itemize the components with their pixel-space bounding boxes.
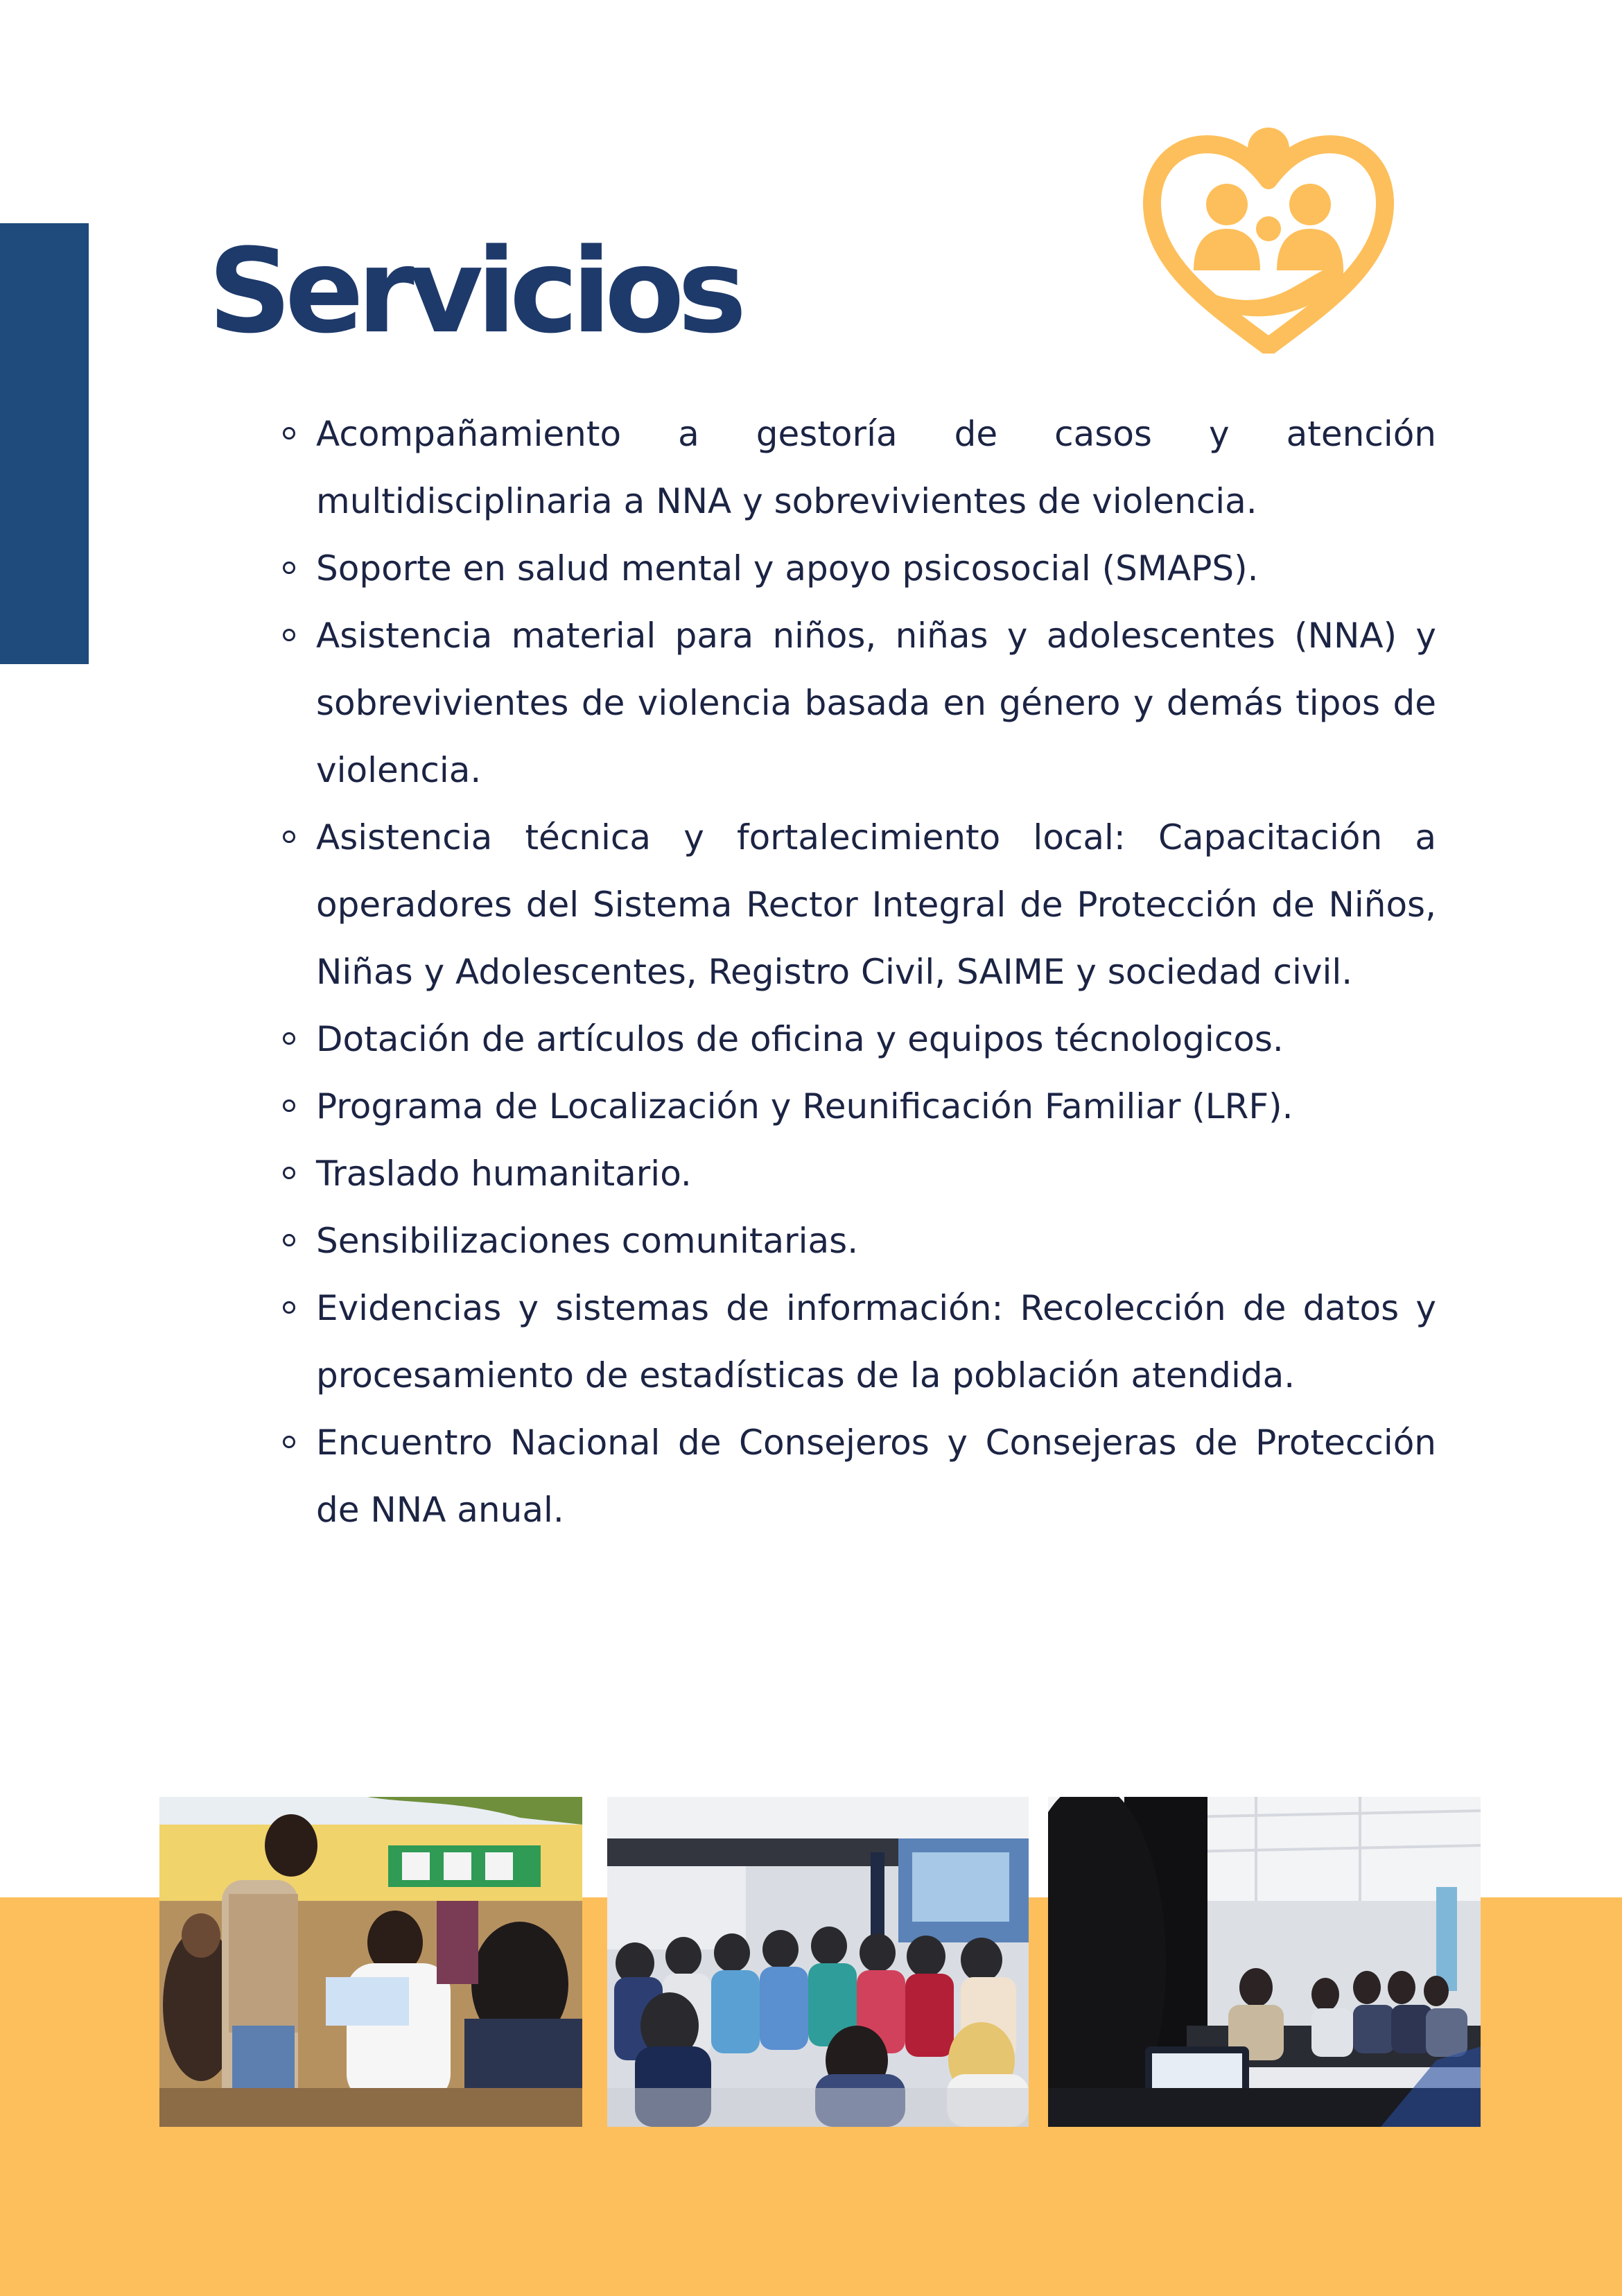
service-text: Evidencias y sistemas de información: Recolección de datos y procesamiento de estadísticas de la población atendida. <box>316 1288 1436 1395</box>
service-item <box>277 1140 1436 1208</box>
office-meeting-photo <box>1048 1797 1481 2127</box>
service-text: Asistencia técnica y fortalecimiento local: Capacitación a operadores del Sistema Rector Integral de Protección de Niños, Niñas y Adolescentes, Registro Civil, SAIME y sociedad civil. <box>316 817 1436 992</box>
circle-bullet-icon <box>283 1436 295 1448</box>
service-text: Acompañamiento a gestoría de casos y atención multidisciplinaria a NNA y sobrevivientes de violencia. <box>316 414 1436 521</box>
service-item <box>277 1006 1436 1073</box>
service-item <box>277 804 1436 1006</box>
service-text: Encuentro Nacional de Consejeros y Consejeras de Protección de NNA anual. <box>316 1423 1436 1530</box>
circle-bullet-icon <box>283 1099 295 1112</box>
service-item <box>277 1073 1436 1140</box>
service-text: Asistencia material para niños, niñas y adolescentes (NNA) y sobrevivientes de violencia basada en género y demás tipos de violencia. <box>316 616 1436 790</box>
services-list <box>277 401 1436 1544</box>
service-item <box>277 401 1436 535</box>
side-accent-bar <box>0 223 89 664</box>
page-title: Servicios <box>208 223 740 359</box>
service-text: Soporte en salud mental y apoyo psicosocial (SMAPS). <box>316 548 1259 589</box>
service-text: Dotación de artículos de oficina y equipos técnologicos. <box>316 1019 1284 1059</box>
circle-bullet-icon <box>283 427 295 440</box>
service-item <box>277 1275 1436 1409</box>
service-text: Traslado humanitario. <box>316 1154 692 1194</box>
circle-bullet-icon <box>283 562 295 574</box>
service-item <box>277 1208 1436 1275</box>
circle-bullet-icon <box>283 1234 295 1246</box>
family-heart-icon <box>1137 125 1400 354</box>
circle-bullet-icon <box>283 629 295 641</box>
service-item <box>277 535 1436 602</box>
service-text: Sensibilizaciones comunitarias. <box>316 1221 859 1261</box>
circle-bullet-icon <box>283 1301 295 1314</box>
circle-bullet-icon <box>283 1167 295 1179</box>
classroom-training-photo <box>607 1797 1029 2127</box>
circle-bullet-icon <box>283 1032 295 1045</box>
service-item <box>277 1409 1436 1544</box>
service-item <box>277 602 1436 804</box>
outdoor-community-meeting-photo <box>159 1797 582 2127</box>
circle-bullet-icon <box>283 830 295 843</box>
service-text: Programa de Localización y Reunificación Familiar (LRF). <box>316 1086 1293 1127</box>
